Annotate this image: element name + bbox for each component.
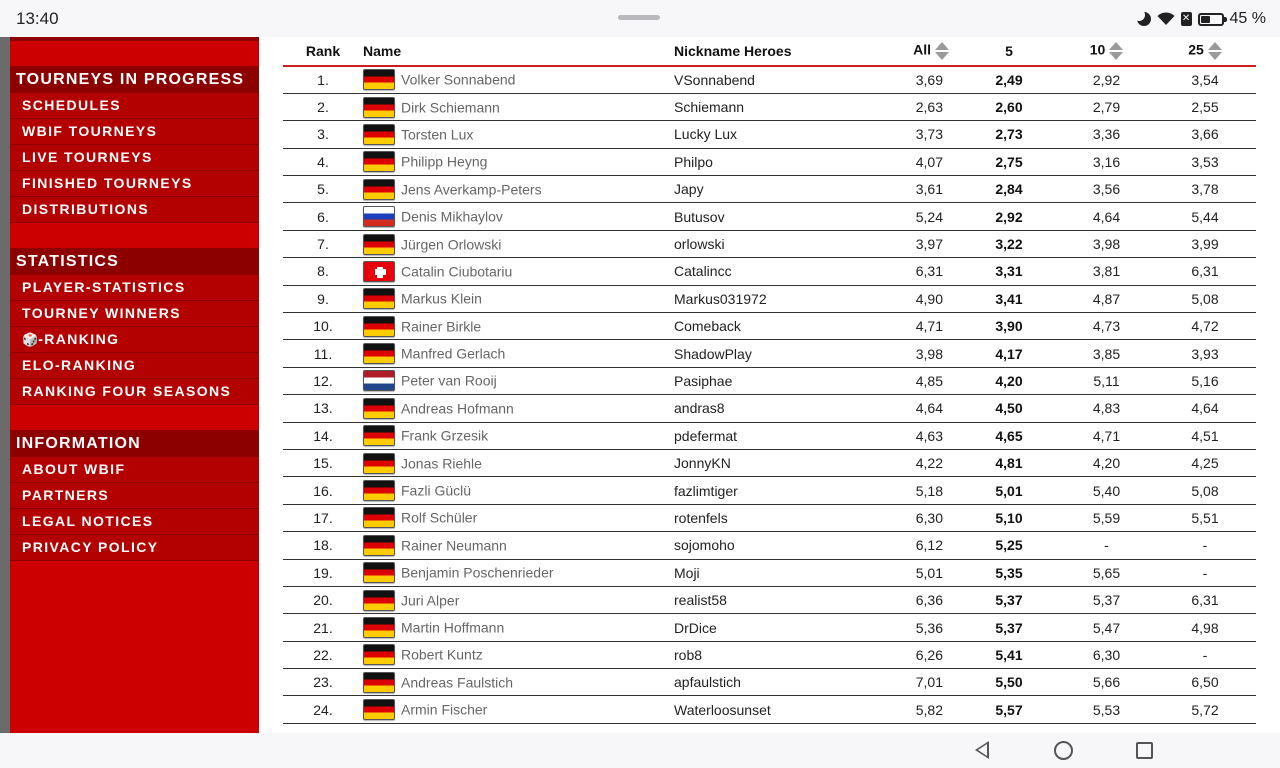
table-row <box>283 614 1256 641</box>
ten-cell: 3,16 <box>1059 148 1154 175</box>
name-cell[interactable] <box>363 477 674 504</box>
table-row <box>283 559 1256 586</box>
back-icon[interactable] <box>975 741 989 759</box>
player-name[interactable]: Rainer Birkle <box>401 318 482 335</box>
twentyfive-cell: 5,72 <box>1154 696 1256 723</box>
ten-cell: 3,56 <box>1059 176 1154 203</box>
twentyfive-cell: 6,50 <box>1154 669 1256 696</box>
name-cell[interactable] <box>363 422 674 449</box>
sidebar-item-ranking-four-seasons[interactable]: RANKING FOUR SEASONS <box>10 379 259 405</box>
twentyfive-cell: 5,44 <box>1154 203 1256 230</box>
nickname-cell: DrDice <box>674 614 864 641</box>
flag-de-icon <box>363 480 395 501</box>
table-row <box>283 176 1256 203</box>
moon-icon <box>1137 12 1151 26</box>
table-row <box>283 148 1256 175</box>
name-cell[interactable] <box>363 313 674 340</box>
nickname-cell: Japy <box>674 176 864 203</box>
table-row <box>283 395 1256 422</box>
twentyfive-cell: 4,64 <box>1154 395 1256 422</box>
table-row <box>283 586 1256 613</box>
player-name[interactable]: Juri Alper <box>401 592 460 609</box>
name-cell[interactable] <box>363 614 674 641</box>
column-header-25[interactable] <box>1154 37 1256 66</box>
twentyfive-cell: 5,08 <box>1154 477 1256 504</box>
name-cell[interactable] <box>363 696 674 723</box>
flag-de-icon <box>363 699 395 720</box>
flag-de-icon <box>363 507 395 528</box>
all-cell: 5,24 <box>864 203 959 230</box>
all-cell: 4,63 <box>864 422 959 449</box>
table-row <box>283 313 1256 340</box>
ten-cell: 3,36 <box>1059 121 1154 148</box>
twentyfive-cell: 5,51 <box>1154 504 1256 531</box>
name-cell[interactable] <box>363 340 674 367</box>
flag-de-icon <box>363 124 395 145</box>
table-row <box>283 258 1256 285</box>
rank-cell: 17. <box>283 504 363 531</box>
ten-cell: 4,73 <box>1059 313 1154 340</box>
ten-cell: 3,85 <box>1059 340 1154 367</box>
nickname-cell: Butusov <box>674 203 864 230</box>
rank-cell: 21. <box>283 614 363 641</box>
all-cell: 7,01 <box>864 669 959 696</box>
ten-cell: 2,92 <box>1059 66 1154 93</box>
all-cell: 6,31 <box>864 258 959 285</box>
nickname-cell: fazlimtiger <box>674 477 864 504</box>
rank-cell: 6. <box>283 203 363 230</box>
flag-de-icon <box>363 343 395 364</box>
ten-cell: 5,66 <box>1059 669 1154 696</box>
flag-de-icon <box>363 535 395 556</box>
column-header-10[interactable] <box>1059 37 1154 66</box>
player-name[interactable]: Jonas Riehle <box>401 455 482 472</box>
twentyfive-cell: 4,25 <box>1154 449 1256 476</box>
five-cell: 3,31 <box>959 258 1059 285</box>
twentyfive-cell: 5,16 <box>1154 367 1256 394</box>
twentyfive-cell: - <box>1154 532 1256 559</box>
twentyfive-cell: 4,51 <box>1154 422 1256 449</box>
player-name[interactable]: Andreas Faulstich <box>401 674 514 691</box>
table-row <box>283 422 1256 449</box>
all-cell: 3,97 <box>864 230 959 257</box>
all-cell: 3,61 <box>864 176 959 203</box>
five-cell: 5,35 <box>959 559 1059 586</box>
all-cell: 4,71 <box>864 313 959 340</box>
rank-cell: 24. <box>283 696 363 723</box>
all-cell: 5,18 <box>864 477 959 504</box>
all-cell: 6,30 <box>864 504 959 531</box>
sidebar <box>10 37 259 733</box>
name-cell[interactable] <box>363 449 674 476</box>
five-cell: 3,41 <box>959 285 1059 312</box>
player-name[interactable]: Philipp Heyng <box>401 153 488 170</box>
five-cell: 2,49 <box>959 66 1059 93</box>
flag-de-icon <box>363 617 395 638</box>
twentyfive-cell: - <box>1154 559 1256 586</box>
player-name[interactable]: Benjamin Poschenrieder <box>401 564 554 581</box>
rank-cell: 8. <box>283 258 363 285</box>
five-cell: 5,10 <box>959 504 1059 531</box>
rank-cell: 1. <box>283 66 363 93</box>
battery-percent: 45 % <box>1229 10 1266 27</box>
all-cell: 4,22 <box>864 449 959 476</box>
all-cell: 3,98 <box>864 340 959 367</box>
all-cell: 5,36 <box>864 614 959 641</box>
nickname-cell: rob8 <box>674 641 864 668</box>
flag-de-icon <box>363 398 395 419</box>
ten-cell: 5,11 <box>1059 367 1154 394</box>
five-cell: 4,81 <box>959 449 1059 476</box>
twentyfive-cell: 3,93 <box>1154 340 1256 367</box>
status-icons <box>1137 8 1266 30</box>
name-cell[interactable] <box>363 532 674 559</box>
table-row <box>283 449 1256 476</box>
column-header-name: Name <box>363 37 674 66</box>
flag-ch-icon <box>363 261 395 282</box>
table-row <box>283 504 1256 531</box>
table-row <box>283 669 1256 696</box>
name-cell[interactable] <box>363 121 674 148</box>
ten-cell: 4,64 <box>1059 203 1154 230</box>
sidebar-spacer <box>10 223 259 248</box>
column-header-label: All <box>913 41 931 58</box>
player-name[interactable]: Fazli Güclü <box>401 482 472 499</box>
table-row <box>283 641 1256 668</box>
rank-cell: 5. <box>283 176 363 203</box>
all-cell: 4,64 <box>864 395 959 422</box>
flag-de-icon <box>363 453 395 474</box>
all-cell: 6,36 <box>864 586 959 613</box>
name-cell[interactable] <box>363 669 674 696</box>
nickname-cell: realist58 <box>674 586 864 613</box>
no-sim-icon: ✕ <box>1181 13 1191 24</box>
ten-cell: - <box>1059 532 1154 559</box>
flag-de-icon <box>363 151 395 172</box>
wifi-icon <box>1157 12 1175 26</box>
flag-de-icon <box>363 97 395 118</box>
navigation-bar <box>0 733 1280 768</box>
ten-cell: 4,87 <box>1059 285 1154 312</box>
nickname-cell: Lucky Lux <box>674 121 864 148</box>
five-cell: 2,75 <box>959 148 1059 175</box>
player-name[interactable]: Robert Kuntz <box>401 646 483 663</box>
nickname-cell: andras8 <box>674 395 864 422</box>
five-cell: 4,20 <box>959 367 1059 394</box>
five-cell: 4,65 <box>959 422 1059 449</box>
sidebar-item-dice-ranking[interactable] <box>10 327 259 353</box>
ten-cell: 5,47 <box>1059 614 1154 641</box>
five-cell: 2,84 <box>959 176 1059 203</box>
five-cell: 5,37 <box>959 614 1059 641</box>
twentyfive-cell: - <box>1154 641 1256 668</box>
table-row <box>283 696 1256 723</box>
table-row <box>283 285 1256 312</box>
nickname-cell: Waterloosunset <box>674 696 864 723</box>
rank-cell: 18. <box>283 532 363 559</box>
nickname-cell: Moji <box>674 559 864 586</box>
ten-cell: 5,40 <box>1059 477 1154 504</box>
player-name[interactable]: Volker Sonnabend <box>401 71 516 88</box>
nickname-cell: sojomoho <box>674 532 864 559</box>
nickname-cell: rotenfels <box>674 504 864 531</box>
name-cell[interactable] <box>363 230 674 257</box>
sidebar-item-elo-ranking[interactable]: ELO-RANKING <box>10 353 259 379</box>
player-name[interactable]: Rolf Schüler <box>401 509 478 526</box>
ten-cell: 6,30 <box>1059 641 1154 668</box>
nickname-cell: Schiemann <box>674 93 864 120</box>
flag-de-icon <box>363 234 395 255</box>
rank-cell: 9. <box>283 285 363 312</box>
twentyfive-cell: 6,31 <box>1154 258 1256 285</box>
rank-cell: 22. <box>283 641 363 668</box>
five-cell: 4,17 <box>959 340 1059 367</box>
nickname-cell: pdefermat <box>674 422 864 449</box>
name-cell[interactable] <box>363 367 674 394</box>
twentyfive-cell: 5,08 <box>1154 285 1256 312</box>
sidebar-item-schedules[interactable]: SCHEDULES <box>10 93 259 119</box>
nickname-cell: orlowski <box>674 230 864 257</box>
ranking-table-container[interactable] <box>283 37 1256 733</box>
rank-cell: 23. <box>283 669 363 696</box>
sidebar-spacer <box>10 41 259 66</box>
nickname-cell: apfaulstich <box>674 669 864 696</box>
flag-ru-icon <box>363 206 395 227</box>
five-cell: 5,01 <box>959 477 1059 504</box>
player-name[interactable]: Martin Hoffmann <box>401 619 505 636</box>
section-statistics: STATISTICS <box>10 248 259 275</box>
rank-cell: 13. <box>283 395 363 422</box>
rank-cell: 20. <box>283 586 363 613</box>
name-cell[interactable] <box>363 395 674 422</box>
name-cell[interactable] <box>363 93 674 120</box>
player-name[interactable]: Armin Fischer <box>401 701 488 718</box>
sidebar-item-legal-notices[interactable]: LEGAL NOTICES <box>10 509 259 535</box>
name-cell[interactable] <box>363 176 674 203</box>
name-cell[interactable] <box>363 148 674 175</box>
status-time: 13:40 <box>16 9 59 28</box>
five-cell: 5,25 <box>959 532 1059 559</box>
five-cell: 2,92 <box>959 203 1059 230</box>
status-bar <box>0 0 1280 37</box>
section-tourneys-in-progress: TOURNEYS IN PROGRESS <box>10 66 259 93</box>
table-row <box>283 203 1256 230</box>
ten-cell: 4,71 <box>1059 422 1154 449</box>
rank-cell: 14. <box>283 422 363 449</box>
twentyfive-cell: 3,54 <box>1154 66 1256 93</box>
rank-cell: 12. <box>283 367 363 394</box>
flag-de-icon <box>363 590 395 611</box>
battery-icon <box>1198 13 1224 26</box>
ten-cell: 3,98 <box>1059 230 1154 257</box>
five-cell: 4,50 <box>959 395 1059 422</box>
five-cell: 2,73 <box>959 121 1059 148</box>
left-edge-strip <box>0 37 10 733</box>
column-header-all[interactable] <box>864 37 959 66</box>
ten-cell: 5,37 <box>1059 586 1154 613</box>
rank-cell: 15. <box>283 449 363 476</box>
flag-de-icon <box>363 179 395 200</box>
five-cell: 3,90 <box>959 313 1059 340</box>
five-cell: 5,50 <box>959 669 1059 696</box>
player-name[interactable]: Frank Grzesik <box>401 427 489 444</box>
nickname-cell: Markus031972 <box>674 285 864 312</box>
name-cell[interactable] <box>363 559 674 586</box>
rank-cell: 3. <box>283 121 363 148</box>
sidebar-item-privacy-policy[interactable]: PRIVACY POLICY <box>10 535 259 561</box>
nickname-cell: VSonnabend <box>674 66 864 93</box>
name-cell[interactable] <box>363 641 674 668</box>
sidebar-item-partners[interactable]: PARTNERS <box>10 483 259 509</box>
all-cell: 6,26 <box>864 641 959 668</box>
table-row <box>283 532 1256 559</box>
all-cell: 4,85 <box>864 367 959 394</box>
player-name[interactable]: Catalin Ciubotariu <box>401 263 513 280</box>
table-row <box>283 367 1256 394</box>
rank-cell: 4. <box>283 148 363 175</box>
drag-handle[interactable] <box>618 15 660 20</box>
twentyfive-cell: 3,53 <box>1154 148 1256 175</box>
sidebar-item-player-statistics[interactable]: PLAYER-STATISTICS <box>10 275 259 301</box>
player-name[interactable]: Andreas Hofmann <box>401 400 514 417</box>
battery-fill <box>1201 16 1210 23</box>
table-row <box>283 230 1256 257</box>
five-cell: 2,60 <box>959 93 1059 120</box>
table-body <box>283 66 1256 723</box>
table-row <box>283 121 1256 148</box>
ranking-table <box>283 37 1256 724</box>
flag-de-icon <box>363 672 395 693</box>
ten-cell: 4,20 <box>1059 449 1154 476</box>
rank-cell: 11. <box>283 340 363 367</box>
nickname-cell: Catalincc <box>674 258 864 285</box>
ten-cell: 5,53 <box>1059 696 1154 723</box>
ten-cell: 4,83 <box>1059 395 1154 422</box>
home-icon[interactable] <box>1054 741 1073 760</box>
nickname-cell: JonnyKN <box>674 449 864 476</box>
nickname-cell: Pasiphae <box>674 367 864 394</box>
sidebar-item-tourney-winners[interactable]: TOURNEY WINNERS <box>10 301 259 327</box>
sidebar-spacer <box>10 405 259 430</box>
twentyfive-cell: 4,72 <box>1154 313 1256 340</box>
flag-de-icon <box>363 316 395 337</box>
name-cell[interactable] <box>363 66 674 93</box>
rank-cell: 2. <box>283 93 363 120</box>
twentyfive-cell: 2,55 <box>1154 93 1256 120</box>
flag-de-icon <box>363 288 395 309</box>
player-name[interactable]: Dirk Schiemann <box>401 99 500 116</box>
sidebar-item-about-wbif[interactable]: ABOUT WBIF <box>10 457 259 483</box>
sort-icon[interactable] <box>1109 41 1123 61</box>
sidebar-item-live-tourneys[interactable]: LIVE TOURNEYS <box>10 145 259 171</box>
column-header-label: 25 <box>1188 41 1204 58</box>
flag-de-icon <box>363 562 395 583</box>
section-information: INFORMATION <box>10 430 259 457</box>
twentyfive-cell: 6,31 <box>1154 586 1256 613</box>
flag-de-icon <box>363 644 395 665</box>
player-name[interactable]: Torsten Lux <box>401 126 474 143</box>
nickname-cell: Comeback <box>674 313 864 340</box>
ten-cell: 5,59 <box>1059 504 1154 531</box>
five-cell: 5,57 <box>959 696 1059 723</box>
column-header-rank: Rank <box>283 37 363 66</box>
table-row <box>283 477 1256 504</box>
all-cell: 3,73 <box>864 121 959 148</box>
ten-cell: 5,65 <box>1059 559 1154 586</box>
name-cell[interactable] <box>363 203 674 230</box>
five-cell: 5,37 <box>959 586 1059 613</box>
all-cell: 4,07 <box>864 148 959 175</box>
all-cell: 2,63 <box>864 93 959 120</box>
player-name[interactable]: Jens Averkamp-Peters <box>401 181 542 198</box>
name-cell[interactable] <box>363 285 674 312</box>
sidebar-item-label: -RANKING <box>38 331 120 347</box>
dice-icon: 🎲 <box>22 332 39 347</box>
player-name[interactable]: Jürgen Orlowski <box>401 236 502 253</box>
name-cell[interactable] <box>363 258 674 285</box>
all-cell: 3,69 <box>864 66 959 93</box>
rank-cell: 10. <box>283 313 363 340</box>
five-cell: 3,22 <box>959 230 1059 257</box>
flag-de-icon <box>363 69 395 90</box>
twentyfive-cell: 4,98 <box>1154 614 1256 641</box>
table-row <box>283 93 1256 120</box>
column-header-nickname: Nickname Heroes <box>674 37 864 66</box>
five-cell: 5,41 <box>959 641 1059 668</box>
table-row <box>283 340 1256 367</box>
all-cell: 5,01 <box>864 559 959 586</box>
ten-cell: 3,81 <box>1059 258 1154 285</box>
table-header-row <box>283 37 1256 66</box>
flag-de-icon <box>363 425 395 446</box>
sidebar-item-wbif-tourneys[interactable]: WBIF TOURNEYS <box>10 119 259 145</box>
flag-nl-icon <box>363 370 395 391</box>
column-header-5: 5 <box>959 37 1059 66</box>
twentyfive-cell: 3,78 <box>1154 176 1256 203</box>
name-cell[interactable] <box>363 586 674 613</box>
nickname-cell: ShadowPlay <box>674 340 864 367</box>
rank-cell: 16. <box>283 477 363 504</box>
player-name[interactable]: Manfred Gerlach <box>401 345 506 362</box>
all-cell: 4,90 <box>864 285 959 312</box>
player-name[interactable]: Denis Mikhaylov <box>401 208 503 225</box>
name-cell[interactable] <box>363 504 674 531</box>
sidebar-item-distributions[interactable]: DISTRIBUTIONS <box>10 197 259 223</box>
column-header-label: 10 <box>1089 41 1106 58</box>
table-row <box>283 66 1256 93</box>
player-name[interactable]: Rainer Neumann <box>401 537 507 554</box>
twentyfive-cell: 3,99 <box>1154 230 1256 257</box>
rank-cell: 7. <box>283 230 363 257</box>
rank-cell: 19. <box>283 559 363 586</box>
nickname-cell: Philpo <box>674 148 864 175</box>
player-name[interactable]: Peter van Rooij <box>401 372 497 389</box>
ten-cell: 2,79 <box>1059 93 1154 120</box>
all-cell: 5,82 <box>864 696 959 723</box>
player-name[interactable]: Markus Klein <box>401 290 482 307</box>
twentyfive-cell: 3,66 <box>1154 121 1256 148</box>
sidebar-item-finished-tourneys[interactable]: FINISHED TOURNEYS <box>10 171 259 197</box>
sort-icon[interactable] <box>1208 41 1222 61</box>
sort-icon[interactable] <box>935 41 949 61</box>
all-cell: 6,12 <box>864 532 959 559</box>
recents-icon[interactable] <box>1136 742 1153 759</box>
